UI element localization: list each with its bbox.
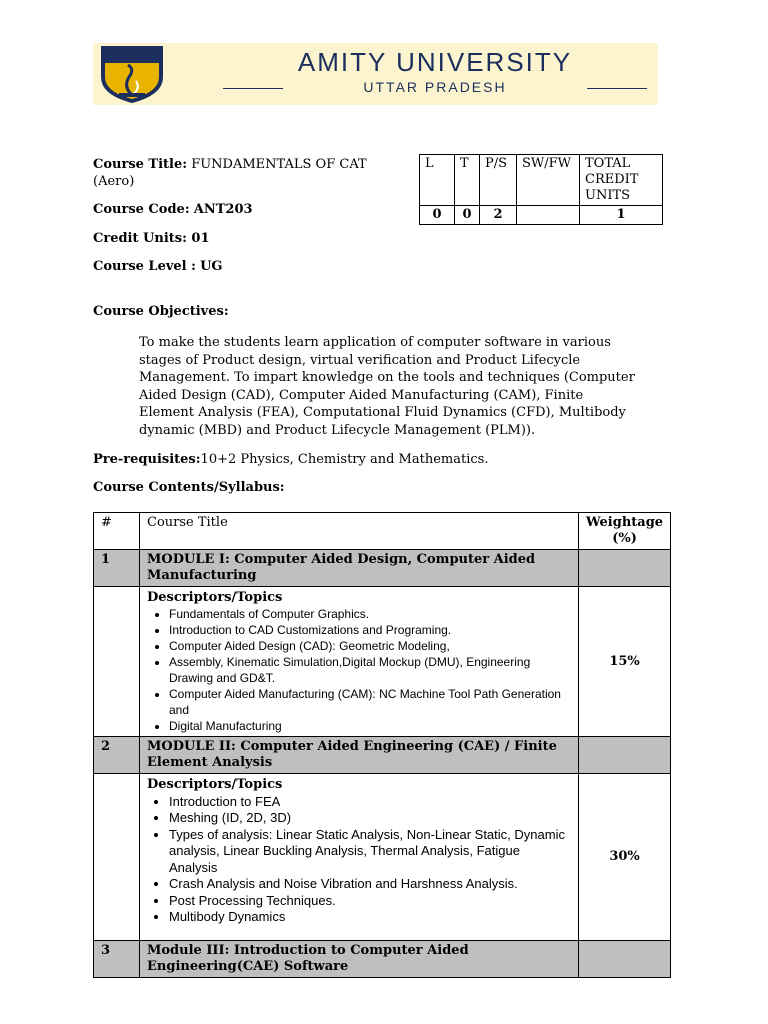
course-title-cont: (Aero) [93, 174, 135, 189]
module-topics-num [94, 587, 140, 737]
campus-name-row [215, 79, 655, 97]
module-title: Module III: Introduction to Computer Aided Engineering(CAE) Software [140, 940, 579, 977]
course-title-label: Course Title: [93, 157, 188, 172]
course-title [93, 156, 413, 190]
module-topics [140, 774, 579, 941]
prereq-label: Pre-requisites: [93, 452, 201, 467]
list-item: • Computer Aided Manufacturing (CAM): NC Machine Tool Path Generation and [169, 686, 571, 718]
module-topics-row [94, 774, 671, 941]
prereq-value: 10+2 Physics, Chemistry and Mathematics. [200, 452, 489, 467]
credits-header-row [420, 155, 663, 206]
course-level [93, 258, 223, 275]
topic-list [147, 794, 571, 926]
credits-header-swfw: SW/FW [517, 155, 580, 206]
module-topics [140, 587, 579, 737]
course-code-label: Course Code: [93, 202, 190, 217]
module-row [94, 940, 671, 977]
credits-header-l: L [420, 155, 455, 206]
module-title: MODULE II: Computer Aided Engineering (CAE) / Finite Element Analysis [140, 737, 579, 774]
module-row [94, 737, 671, 774]
list-item: • Crash Analysis and Noise Vibration and Harshness Analysis. [169, 876, 571, 893]
credits-header-total: TOTAL CREDIT UNITS [580, 155, 663, 206]
module-num: 1 [94, 550, 140, 587]
course-level-label: Course Level : [93, 259, 196, 274]
module-num: 2 [94, 737, 140, 774]
objectives-text: To make the students learn application of computer software in various stages of Product design, virtual verification and Product Lifecycle Management. To impart knowledge on the tools and techniques (Computer Aided Design (CAD), Computer Aided Manufacturing (CAM), Finite Element Analysis (FEA), Computational Fluid Dynamics (CFD), Multibody dynamic (MBD) and Product Lifecycle Management (PLM)). [139, 335, 635, 438]
list-item: • Computer Aided Design (CAD): Geometric Modeling, [169, 638, 571, 654]
module-weight: 30% [579, 774, 671, 941]
credits-value-total: 1 [580, 206, 663, 225]
credits-header-t: T [455, 155, 480, 206]
list-item: • Types of analysis: Linear Static Analysis, Non-Linear Static, Dynamic analysis, Linear Buckling Analysis, Thermal Analysis, Fatigue Analysis [169, 827, 571, 877]
credits-value-t: 0 [455, 206, 480, 225]
objectives-heading-text: Course Objectives: [93, 304, 229, 319]
list-item: • Fundamentals of Computer Graphics. [169, 606, 571, 622]
syllabus-header-row [94, 513, 671, 550]
module-row [94, 550, 671, 587]
module-empty [579, 737, 671, 774]
col-weight-header: Weightage (%) [579, 513, 671, 550]
list-item: • Introduction to CAD Customizations and Programing. [169, 622, 571, 638]
objectives-heading [93, 303, 229, 320]
course-title-value: FUNDAMENTALS OF CAT [191, 157, 367, 172]
course-level-value: UG [200, 259, 223, 274]
credits-value-l: 0 [420, 206, 455, 225]
list-item: • Multibody Dynamics [169, 909, 571, 926]
module-topics-row [94, 587, 671, 737]
col-num-header: # [94, 513, 140, 550]
prerequisites [93, 451, 488, 468]
credits-value-ps: 2 [480, 206, 517, 225]
credits-value-swfw [517, 206, 580, 225]
course-code-value: ANT203 [193, 202, 253, 217]
syllabus-heading-text: Course Contents/Syllabus: [93, 480, 285, 495]
campus-name: UTTAR PRADESH [363, 79, 507, 95]
module-weight: 15% [579, 587, 671, 737]
descriptors-label: Descriptors/Topics [147, 590, 283, 605]
credits-value-row [420, 206, 663, 225]
divider [587, 88, 647, 89]
credit-units [93, 230, 210, 247]
list-item: • Assembly, Kinematic Simulation,Digital Mockup (DMU), Engineering Drawing and GD&T. [169, 654, 571, 686]
list-item: • Meshing (ID, 2D, 3D) [169, 810, 571, 827]
course-code [93, 201, 253, 218]
header-banner [93, 43, 658, 105]
list-item: • Introduction to FEA [169, 794, 571, 811]
credits-table [419, 154, 663, 225]
amity-logo-icon [95, 43, 169, 105]
credits-header-ps: P/S [480, 155, 517, 206]
list-item: • Post Processing Techniques. [169, 893, 571, 910]
module-empty [579, 940, 671, 977]
list-item: • Digital Manufacturing [169, 718, 571, 734]
syllabus-heading [93, 479, 285, 496]
module-empty [579, 550, 671, 587]
credit-units-text: Credit Units: 01 [93, 231, 210, 246]
topic-list [147, 606, 571, 734]
col-title-header: Course Title [140, 513, 579, 550]
module-title: MODULE I: Computer Aided Design, Computer Aided Manufacturing [140, 550, 579, 587]
module-num: 3 [94, 940, 140, 977]
module-topics-num [94, 774, 140, 941]
university-name: AMITY UNIVERSITY [297, 47, 573, 77]
syllabus-table [93, 512, 671, 978]
descriptors-label: Descriptors/Topics [147, 777, 283, 792]
